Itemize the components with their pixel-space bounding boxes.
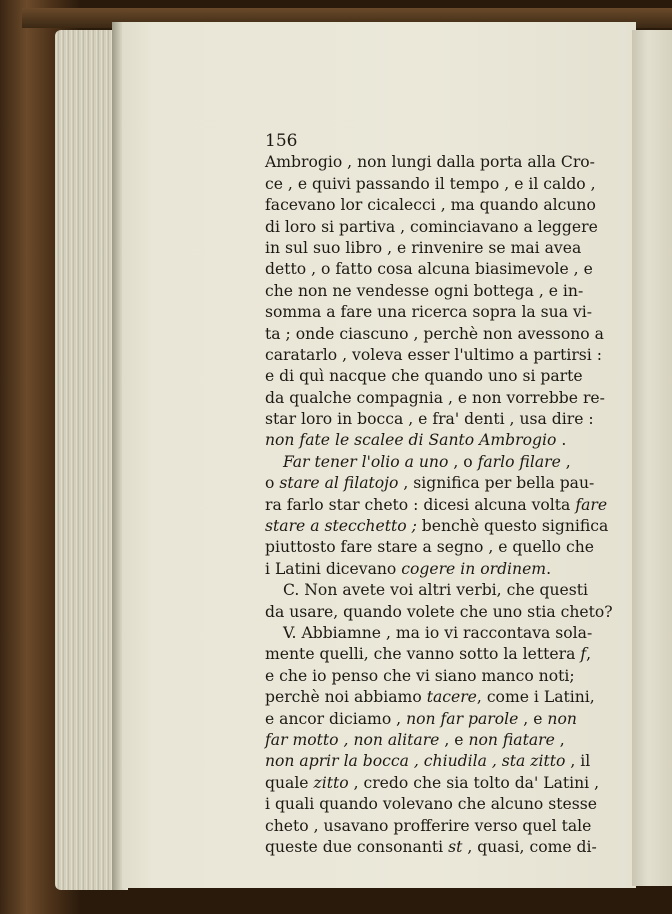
text-line xyxy=(265,602,613,623)
text-run: , xyxy=(554,730,565,749)
italic-text: non aprir la bocca , chiudila , sta zitto xyxy=(265,752,566,771)
text-run: di loro si partiva , cominciavano a leggere xyxy=(265,217,598,236)
text-run: e ancor diciamo , xyxy=(265,709,407,728)
text-run: ta ; onde ciascuno , perchè non avessono a xyxy=(265,324,604,343)
italic-text: non fiatare xyxy=(468,730,555,749)
text-run: ce , e quivi passando il tempo , e il caldo , xyxy=(265,174,596,193)
text-run: queste due consonanti xyxy=(265,837,449,856)
text-line xyxy=(265,644,592,665)
italic-text: fare xyxy=(575,495,608,514)
text-run: . xyxy=(556,431,567,450)
text-run: i quali quando volevano che alcuno stesse xyxy=(265,795,597,814)
text-line xyxy=(265,366,585,387)
text-line xyxy=(265,238,585,259)
text-run: o xyxy=(265,474,280,493)
italic-text: stare al filatojo xyxy=(279,474,399,493)
text-run: , quasi, come di- xyxy=(462,837,597,856)
italic-text: non fate le scalee di Santo Ambrogio xyxy=(265,431,557,450)
text-line xyxy=(265,751,591,772)
text-run: piuttosto fare stare a segno , e quello che xyxy=(265,538,594,557)
text-run: e che io penso che vi siano manco noti; xyxy=(265,666,575,685)
text-run: in sul suo libro , e rinvenire se mai avea xyxy=(265,238,582,257)
text-run: cheto , usavano profferire verso quel tale xyxy=(265,816,592,835)
text-run: , il xyxy=(565,752,591,771)
italic-text: Far tener l'olio a uno xyxy=(283,452,449,471)
italic-text: st xyxy=(448,837,463,856)
text-run: i Latini dicevano xyxy=(265,559,402,578)
italic-text: tacere xyxy=(426,688,477,707)
text-run: detto , o fatto cosa alcuna biasimevole , e xyxy=(265,260,593,279)
text-line xyxy=(265,687,595,708)
text-run: , come i Latini, xyxy=(476,688,595,707)
italic-text: stare a stecchetto ; xyxy=(265,517,417,536)
text-line xyxy=(265,666,585,687)
text-run: quale xyxy=(265,773,314,792)
text-run: Ambrogio , non lungi dalla porta alla Cro- xyxy=(265,153,595,172)
text-line xyxy=(265,559,585,580)
text-line xyxy=(265,452,585,473)
text-line xyxy=(265,152,595,173)
text-run: , significa per bella pau- xyxy=(398,474,595,493)
text-run: , xyxy=(586,645,592,664)
text-line xyxy=(265,174,596,195)
text-run: che non ne vendesse ogni bottega , e in- xyxy=(265,281,584,300)
text-line xyxy=(265,816,592,837)
text-line xyxy=(265,281,585,302)
text-line xyxy=(265,580,589,601)
italic-text: far motto , non alitare xyxy=(265,730,440,749)
page-text-block xyxy=(265,131,613,858)
text-line xyxy=(265,302,593,323)
text-run: star loro in bocca , e fra' denti , usa dire : xyxy=(265,410,594,429)
text-run: ra farlo star cheto : dicesi alcuna volta xyxy=(265,495,576,514)
text-line xyxy=(265,709,585,730)
text-run: V. Abbiamne , ma io vi raccontava sola- xyxy=(283,623,593,642)
text-line xyxy=(265,794,597,815)
text-line xyxy=(265,773,600,794)
text-line xyxy=(265,217,598,238)
text-line xyxy=(265,473,595,494)
text-line xyxy=(265,430,585,451)
text-run: da usare, quando volete che uno stia cheto? xyxy=(265,602,613,621)
text-run: da qualche compagnia , e non vorrebbe re- xyxy=(265,388,605,407)
text-line xyxy=(265,324,604,345)
text-run: caratarlo , voleva esser l'ultimo a partirsi : xyxy=(265,345,602,364)
italic-text: farlo filare xyxy=(477,452,561,471)
text-line xyxy=(265,623,593,644)
text-run: . xyxy=(546,559,552,578)
text-line xyxy=(265,195,596,216)
text-run: perchè noi abbiamo xyxy=(265,688,427,707)
italic-text: non xyxy=(547,709,577,728)
body-lines xyxy=(265,152,613,858)
text-line xyxy=(265,388,605,409)
text-run: , e xyxy=(439,730,469,749)
right-page-edge xyxy=(632,30,672,886)
text-line xyxy=(265,730,585,751)
text-line xyxy=(265,516,609,537)
text-run: , credo che sia tolto da' Latini , xyxy=(348,773,600,792)
italic-text: cogere in ordinem xyxy=(401,559,547,578)
text-line xyxy=(265,409,594,430)
italic-text: non far parole xyxy=(406,709,519,728)
page-number: 156 xyxy=(265,131,298,151)
text-line xyxy=(265,837,597,858)
text-run: mente quelli, che vanno sotto la lettera xyxy=(265,645,581,664)
text-run: benchè questo significa xyxy=(416,517,609,536)
text-line xyxy=(265,345,602,366)
text-line xyxy=(265,537,594,558)
text-run: , o xyxy=(448,452,478,471)
text-run: , e xyxy=(518,709,548,728)
text-run: , xyxy=(560,452,571,471)
text-run: C. Non avete voi altri verbi, che questi xyxy=(283,581,589,600)
text-line xyxy=(265,495,608,516)
italic-text: f xyxy=(580,645,587,664)
italic-text: zitto xyxy=(313,773,349,792)
text-line xyxy=(265,259,593,280)
text-run: e di quì nacque che quando uno si parte xyxy=(265,367,583,386)
text-run: somma a fare una ricerca sopra la sua vi- xyxy=(265,303,593,322)
text-run: facevano lor cicalecci , ma quando alcuno xyxy=(265,196,596,215)
